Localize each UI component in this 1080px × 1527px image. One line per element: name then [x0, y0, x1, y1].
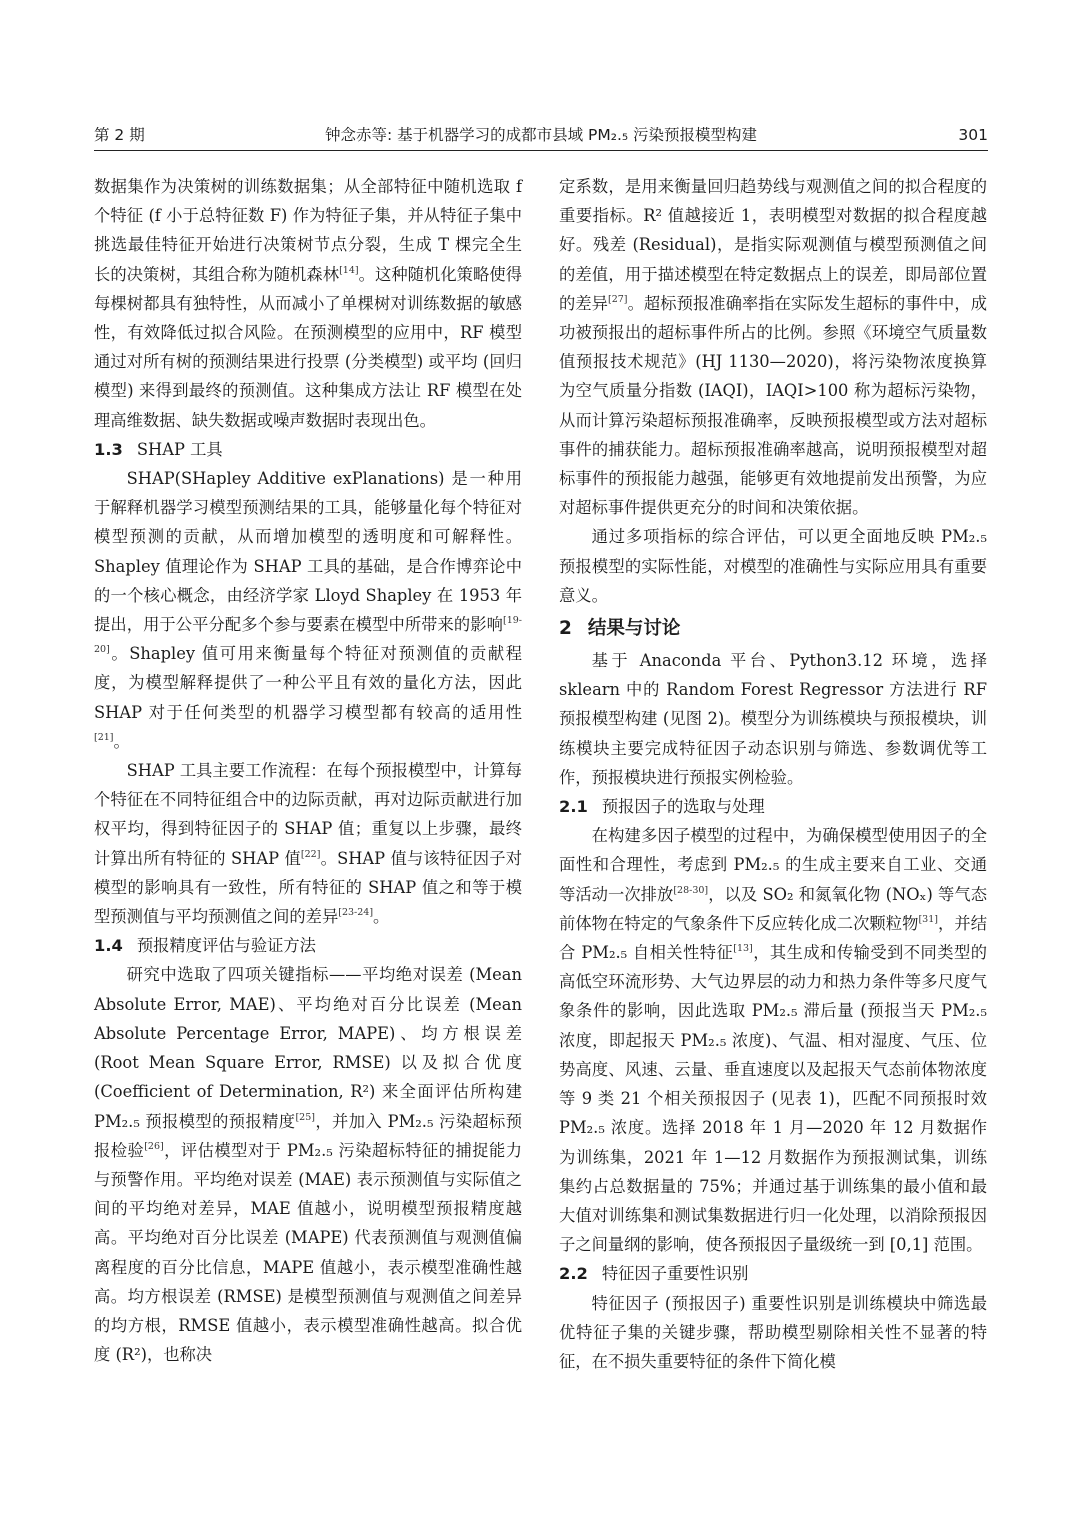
- running-title: 钟念赤等: 基于机器学习的成都市县域 PM₂.₅ 污染预报模型构建: [324, 126, 758, 144]
- section-number: 2: [559, 618, 572, 640]
- citation-ref: [22]: [300, 848, 321, 860]
- paragraph-factor-selection: 在构建多因子模型的过程中，为确保模型使用因子的全面性和合理性，考虑到 PM₂.₅ 的生成主要来自工业、交通等活动一次排放[28-30]，以及 SO₂ 和氮氧化物 (NOₓ) 等气态前体物在特定的气象条件下反应转化成二次颗粒物[31]，并结合 PM₂.₅ 自相关性特征[13]，其生成和传输受到不同类型的高低空环流形势、大气边界层的动力和热力条件等多尺度气象条件的影响，因此选取 PM₂.₅ 滞后量 (预报当天 PM₂.₅ 浓度，即起报天 PM₂.₅ 浓度)、气温、相对湿度、气压、位势高度、风速、云量、垂直速度以及起报天气态前体物浓度等 9 类 21 个相关预报因子 (见表 1)，匹配不同预报时效 PM₂.₅ 浓度。选择 2018 年 1 月—2020 年 12 月数据作为训练集，2021 年 1—12 月数据作为预报测试集，训练集约占总数据量的 75%；并通过基于训练集的最小值和最大值对训练集和测试集数据进行归一化处理，以消除预报因子之间量纲的影响，使各预报因子量级统一到 [0,1] 范围。: [559, 826, 987, 1255]
- citation-ref: [23-24]: [338, 907, 374, 919]
- section-heading-2-1: [559, 792, 987, 821]
- citation-ref: [31]: [918, 913, 938, 925]
- section-number: 2.1: [559, 797, 588, 817]
- citation-ref: [21]: [94, 731, 114, 743]
- section-heading-2-2: [559, 1259, 987, 1288]
- section-number: 1.3: [94, 439, 123, 459]
- citation-ref: [19-20]: [94, 615, 522, 656]
- section-heading-2: [559, 614, 987, 644]
- paragraph-feature-importance: 特征因子 (预报因子) 重要性识别是训练模块中筛选最优特征子集的关键步骤，帮助模型剔除相关性不显著的特征，在不损失重要特征的条件下简化模: [559, 1293, 987, 1371]
- paragraph-evaluation-summary: 通过多项指标的综合评估，可以更全面地反映 PM₂.₅ 预报模型的实际性能，对模型的准确性与实际应用具有重要意义。: [559, 527, 987, 605]
- page-number: 301: [958, 126, 988, 144]
- citation-ref: [28-30]: [673, 884, 709, 896]
- citation-ref: [14]: [339, 264, 359, 276]
- section-title: 结果与讨论: [587, 618, 681, 640]
- left-column: [94, 172, 522, 1369]
- section-title: 特征因子重要性识别: [601, 1264, 749, 1284]
- section-number: 2.2: [559, 1264, 588, 1284]
- section-number: 1.4: [94, 936, 123, 956]
- paragraph-shap-intro: SHAP(SHapley Additive exPlanations) 是一种用于解释机器学习模型预测结果的工具，能够量化每个特征对模型预测的贡献，从而增加模型的透明度和可解释性。Shapley 值理论作为 SHAP 工具的基础，是合作博弈论中的一个核心概念，由经济学家 Lloyd Shapley 在 1953 年提出，用于公平分配多个参与要素在模型中所带来的影响[19-20]。Shapley 值可用来衡量每个特征对预测值的贡献程度，为模型解释提供了一种公平且有效的量化方法，因此 SHAP 对于任何类型的机器学习模型都有较高的适用性[21]。: [94, 469, 522, 751]
- running-header: [94, 124, 988, 151]
- section-heading-1-4: [94, 931, 522, 960]
- section-title: 预报精度评估与验证方法: [136, 936, 316, 956]
- section-title: 预报因子的选取与处理: [601, 797, 765, 817]
- paragraph-metrics: 研究中选取了四项关键指标——平均绝对误差 (Mean Absolute Error, MAE)、平均绝对百分比误差 (Mean Absolute Percentage Error, MAPE)、均方根误差 (Root Mean Square Error, RMSE) 以及拟合优度 (Coefficient of Determination, R²) 来全面评估所构建 PM₂.₅ 预报模型的预报精度[25]，并加入 PM₂.₅ 污染超标预报检验[26]，评估模型对于 PM₂.₅ 污染超标特征的捕捉能力与预警作用。平均绝对误差 (MAE) 表示预测值与实际值之间的平均绝对差异，MAE 值越小，说明模型预报精度越高。平均绝对百分比误差 (MAPE) 代表预测值与观测值偏离程度的百分比信息，MAPE 值越小，表示模型准确性越高。均方根误差 (RMSE) 是模型预测值与观测值之间差异的均方根，RMSE 值越小，表示模型准确性越高。拟合优度 (R²)，也称决: [94, 965, 523, 1365]
- paragraph-shap-workflow: SHAP 工具主要工作流程：在每个预报模型中，计算每个特征在不同特征组合中的边际贡献，再对边际贡献进行加权平均，得到特征因子的 SHAP 值；重复以上步骤，最终计算出所有特征的 SHAP 值[22]。SHAP 值与该特征因子对模型的影响具有一致性，所有特征的 SHAP 值之和等于模型预测值与平均预测值之间的差异[23-24]。: [94, 761, 522, 927]
- section-title: SHAP 工具: [136, 439, 223, 459]
- issue-number: 第 2 期: [94, 126, 145, 144]
- citation-ref: [26]: [144, 1140, 164, 1152]
- paragraph-metrics-continuation: 定系数，是用来衡量回归趋势线与观测值之间的拟合程度的重要指标。R² 值越接近 1，表明模型对数据的拟合程度越好。残差 (Residual)，是指实际观测值与模型预测值之间的差值，用于描述模型在特定数据点上的误差，即局部位置的差异[27]。超标预报准确率指在实际发生超标的事件中，成功被预报出的超标事件所占的比例。参照《环境空气质量数值预报技术规范》(HJ 1130—2020)，将污染物浓度换算为空气质量分指数 (IAQI)，IAQI>100 称为超标污染物，从而计算污染超标预报准确率，反映预报模型或方法对超标事件的捕获能力。超标预报准确率越高，说明预报模型对超标事件的预报能力越强，能够更有效地提前发出预警，为应对超标事件提供更充分的时间和决策依据。: [559, 177, 987, 518]
- paragraph-model-build: 基于 Anaconda 平台、Python3.12 环境，选择 sklearn 中的 Random Forest Regressor 方法进行 RF 预报模型构建 (见图 2)。模型分为训练模块与预报模块，训练模块主要完成特征因子动态识别与筛选、参数调优等工作，预报模块进行预报实例检验。: [559, 651, 987, 787]
- paragraph-rf-continuation: 数据集作为决策树的训练数据集；从全部特征中随机选取 f 个特征 (f 小于总特征数 F) 作为特征子集，并从特征子集中挑选最佳特征开始进行决策树节点分裂，生成 T 棵完全生长的决策树，其组合称为随机森林[14]。这种随机化策略使得每棵树都具有独特性，从而减小了单棵树对训练数据的敏感性，有效降低过拟合风险。在预测模型的应用中，RF 模型通过对所有树的预测结果进行投票 (分类模型) 或平均 (回归模型) 来得到最终的预测值。这种集成方法让 RF 模型在处理高维数据、缺失数据或噪声数据时表现出色。: [94, 177, 522, 430]
- citation-ref: [13]: [733, 943, 753, 955]
- section-heading-1-3: [94, 435, 522, 464]
- citation-ref: [25]: [295, 1111, 315, 1123]
- right-column: [559, 172, 987, 1376]
- citation-ref: [27]: [608, 293, 628, 305]
